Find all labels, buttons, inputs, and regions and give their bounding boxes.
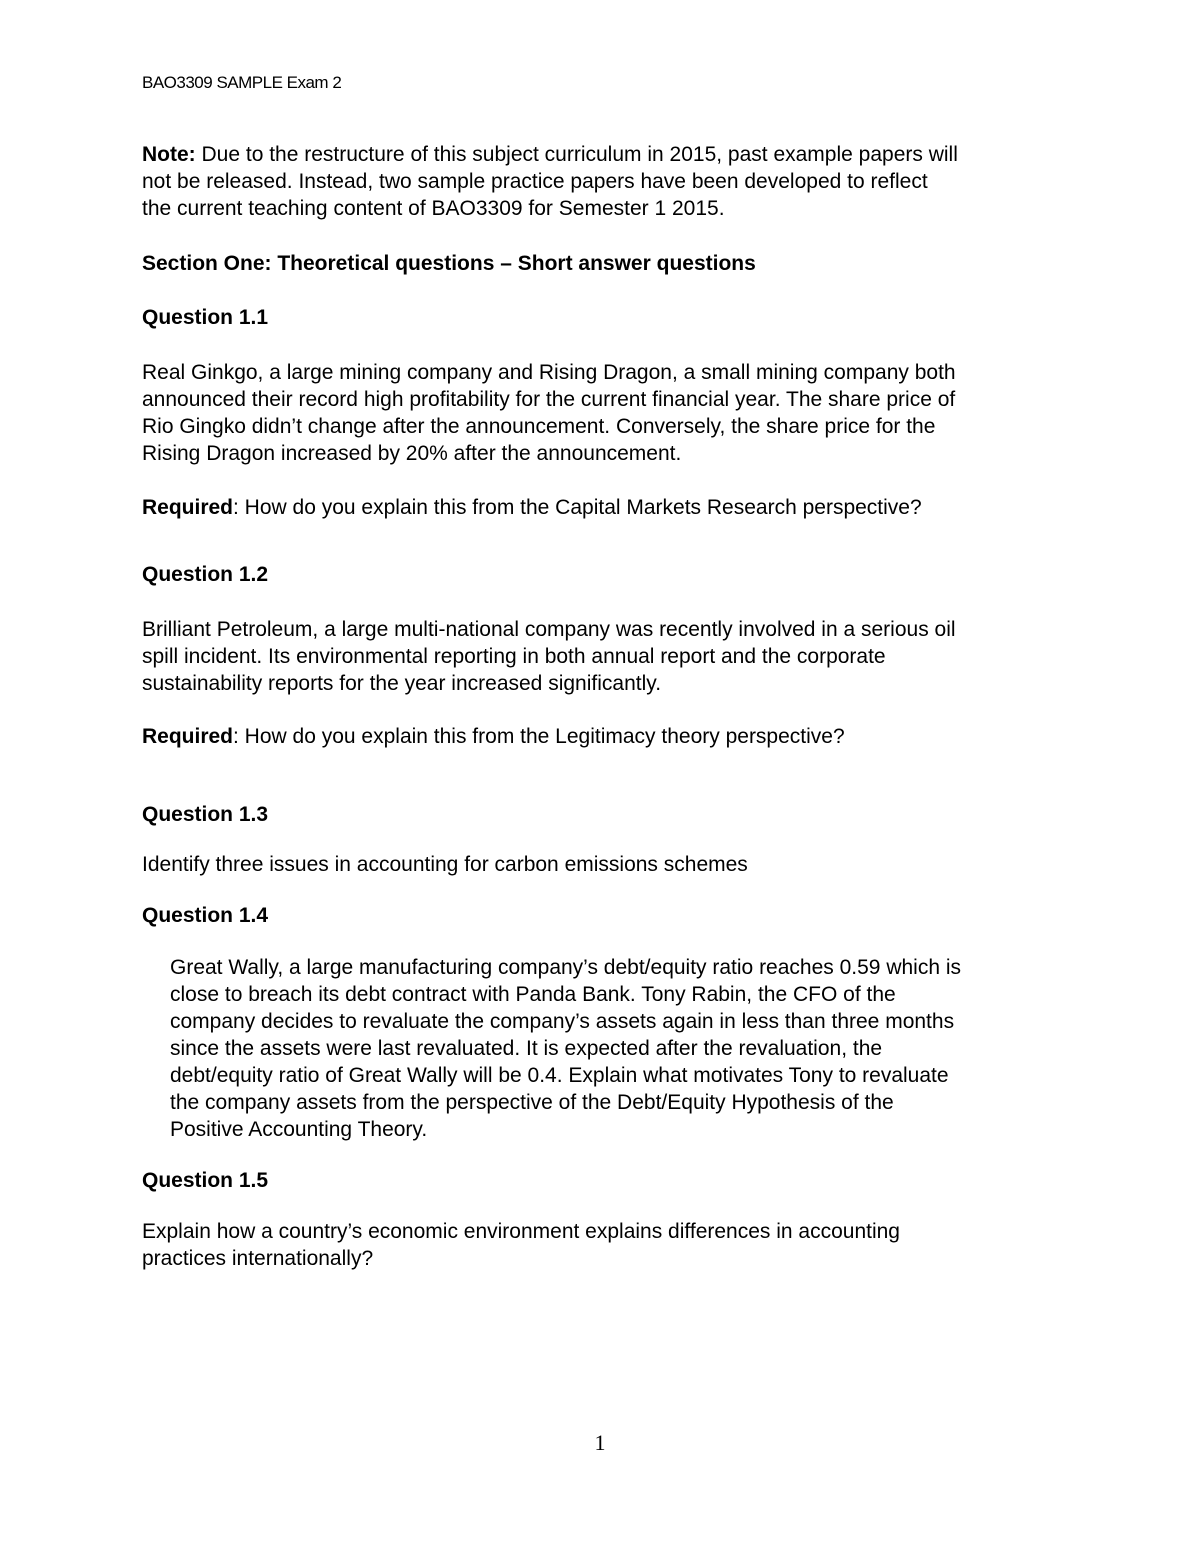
body-line: close to breach its debt contract with Panda Bank. Tony Rabin, the CFO of the (170, 983, 896, 1006)
note-label: Note: (142, 143, 196, 166)
body-line: spill incident. Its environmental reporting in both annual report and the corporate (142, 645, 886, 668)
required-label: Required (142, 725, 234, 748)
body-line: announced their record high profitability for the current financial year. The share price of (142, 388, 956, 411)
body-line: Brilliant Petroleum, a large multi-national company was recently involved in a serious oil (142, 618, 956, 641)
note-line: the current teaching content of BAO3309 for Semester 1 2015. (142, 197, 725, 220)
note-line: not be released. Instead, two sample practice papers have been developed to reflect (142, 170, 928, 193)
body-line: Positive Accounting Theory. (170, 1118, 428, 1141)
question-body (142, 616, 1072, 697)
question-title: Question 1.1 (142, 306, 269, 329)
required-line (142, 494, 1072, 521)
body-line: since the assets were last revaluated. It is expected after the revaluation, the (170, 1037, 883, 1060)
body-line: Identify three issues in accounting for carbon emissions schemes (142, 853, 748, 876)
required-text: : How do you explain this from the Capital Markets Research perspective? (233, 496, 922, 519)
section-one-title: Section One: Theoretical questions – Short answer questions (142, 252, 756, 275)
required-label: Required (142, 496, 234, 519)
note-line (142, 141, 1072, 168)
body-line: sustainability reports for the year increased significantly. (142, 672, 662, 695)
body-line: Rising Dragon increased by 20% after the announcement. (142, 442, 682, 465)
question-title: Question 1.2 (142, 563, 269, 586)
body-line: Rio Gingko didn’t change after the announcement. Conversely, the share price for the (142, 415, 936, 438)
body-line: company decides to revaluate the company’s assets again in less than three months (170, 1010, 955, 1033)
body-line: Real Ginkgo, a large mining company and Rising Dragon, a small mining company both (142, 361, 956, 384)
body-line: Great Wally, a large manufacturing company’s debt/equity ratio reaches 0.59 which is (170, 956, 962, 979)
question-body (142, 359, 1072, 467)
required-line (142, 723, 1072, 750)
note-paragraph (142, 141, 1072, 222)
note-text: Due to the restructure of this subject curriculum in 2015, past example papers will (195, 143, 958, 166)
question-body (142, 851, 1072, 878)
question-title: Question 1.4 (142, 904, 269, 927)
question-title: Question 1.5 (142, 1169, 269, 1192)
page-number: 1 (594, 1430, 606, 1455)
body-line: debt/equity ratio of Great Wally will be 0.4. Explain what motivates Tony to revaluate (170, 1064, 949, 1087)
question-body (142, 1218, 1072, 1272)
body-line: Explain how a country’s economic environment explains differences in accounting (142, 1220, 900, 1243)
body-line: the company assets from the perspective of the Debt/Equity Hypothesis of the (170, 1091, 894, 1114)
body-line: practices internationally? (142, 1247, 374, 1270)
required-text: : How do you explain this from the Legitimacy theory perspective? (233, 725, 845, 748)
question-body (170, 954, 1100, 1143)
question-title: Question 1.3 (142, 803, 269, 826)
document-header: BAO3309 SAMPLE Exam 2 (142, 73, 342, 92)
